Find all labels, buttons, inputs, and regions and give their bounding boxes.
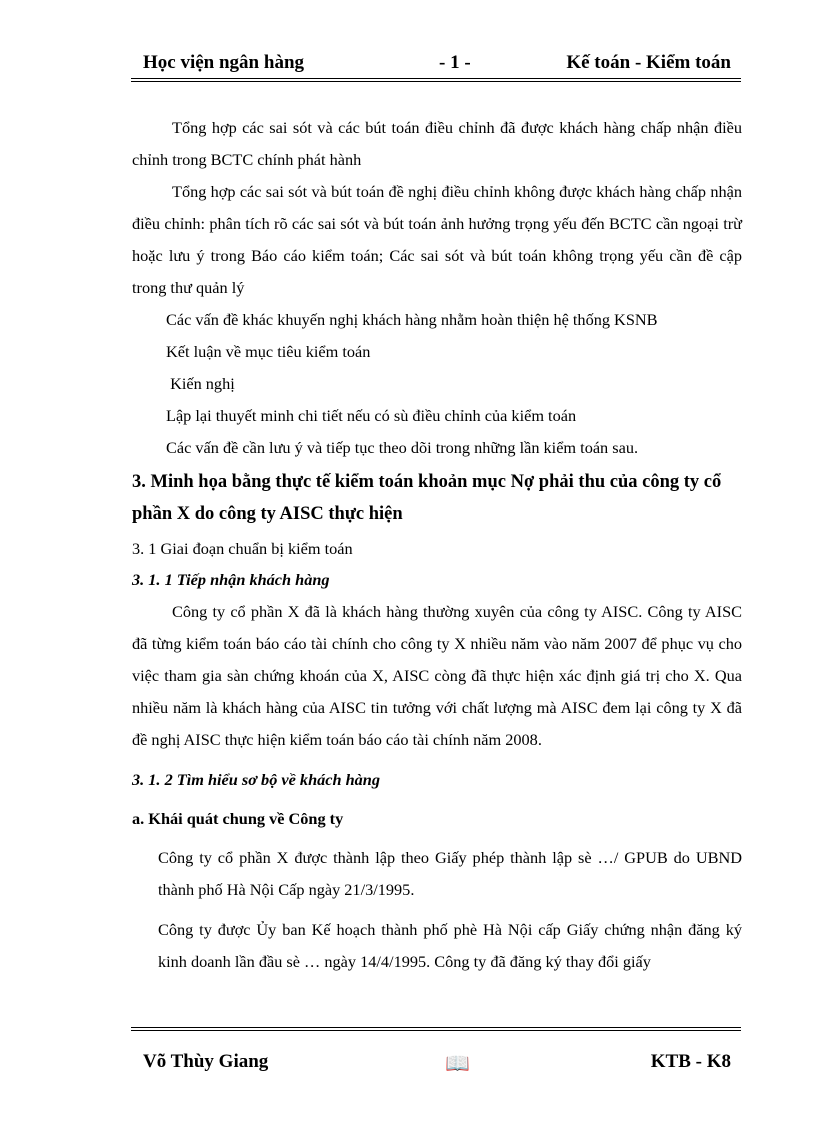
page-number: - 1 -	[439, 52, 471, 73]
paragraph-summary-unadjusted: Tổng hợp các sai sót và bút toán đề nghị điều chỉnh không được khách hàng chấp nhận điều chỉnh: phân tích rõ các sai sót và bút toán ảnh hưởng trọng yếu đến BCTC cần ngoại trừ hoặc lưu ý trong Báo cáo kiểm toán; Các sai sót và bút toán không trọng yếu cần đề cập trong thư quản lý	[132, 182, 742, 297]
list-item: Kết luận về mục tiêu kiểm toán	[166, 342, 371, 361]
open-book-icon: 📖	[445, 1053, 470, 1075]
header-institution: Học viện ngân hàng	[143, 52, 305, 73]
list-item: Kiến nghị	[166, 374, 235, 393]
footer-author: Võ Thùy Giang	[143, 1051, 269, 1072]
footer-class: KTB - K8	[650, 1051, 731, 1072]
list-item: Các vấn đề cần lưu ý và tiếp tục theo dõi trong những lần kiểm toán sau.	[166, 438, 639, 457]
paragraph-customer-acceptance: Công ty cổ phần X đã là khách hàng thường xuyên của công ty AISC. Công ty AISC đã từng kiểm toán báo cáo tài chính cho công ty X nhiều năm vào năm 2007 để phục vụ cho việc tham gia sàn chứng khoán của X, AISC còng đã thực hiện xác định giá trị cho X. Qua nhiều năm là khách hàng của AISC tin tưởng với chất lượng mà AISC đem lại công ty X đã đề nghị AISC thực hiện kiểm toán báo cáo tài chính năm 2008.	[132, 602, 742, 749]
section-3-heading: 3. Minh họa bằng thực tế kiểm toán khoản mục Nợ phải thu của công ty cổ phần X do công ty AISC thực hiện	[132, 472, 722, 524]
page-header	[131, 48, 741, 82]
subsection-a-heading: a. Khái quát chung về Công ty	[132, 809, 344, 828]
list-item: Các vấn đề khác khuyến nghị khách hàng nhằm hoàn thiện hệ thống KSNB	[166, 310, 658, 329]
section-3-1-2-heading: 3. 1. 2 Tìm hiểu sơ bộ về khách hàng	[132, 770, 381, 789]
header-department: Kế toán - Kiểm toán	[566, 52, 731, 73]
paragraph-registration: Công ty được Ủy ban Kế hoạch thành phố phè Hà Nội cấp Giấy chứng nhận đăng ký kinh doanh lần đầu sè … ngày 14/4/1995. Công ty đã đăng ký thay đổi giấy	[158, 920, 742, 971]
list-item: Lập lại thuyết minh chi tiết nếu có sù điều chỉnh của kiểm toán	[166, 406, 577, 425]
page-footer	[131, 1027, 741, 1081]
document-body	[132, 112, 742, 978]
paragraph-establishment: Công ty cổ phần X được thành lập theo Giấy phép thành lập sè …/ GPUB do UBND thành phố Hà Nội Cấp ngày 21/3/1995.	[158, 848, 742, 899]
section-3-1-heading: 3. 1 Giai đoạn chuẩn bị kiểm toán	[132, 539, 353, 558]
section-3-1-1-heading: 3. 1. 1 Tiếp nhận khách hàng	[132, 570, 330, 589]
paragraph-summary-adjusted: Tổng hợp các sai sót và các bút toán điều chỉnh đã được khách hàng chấp nhận điều chỉnh trong BCTC chính phát hành	[132, 118, 742, 169]
